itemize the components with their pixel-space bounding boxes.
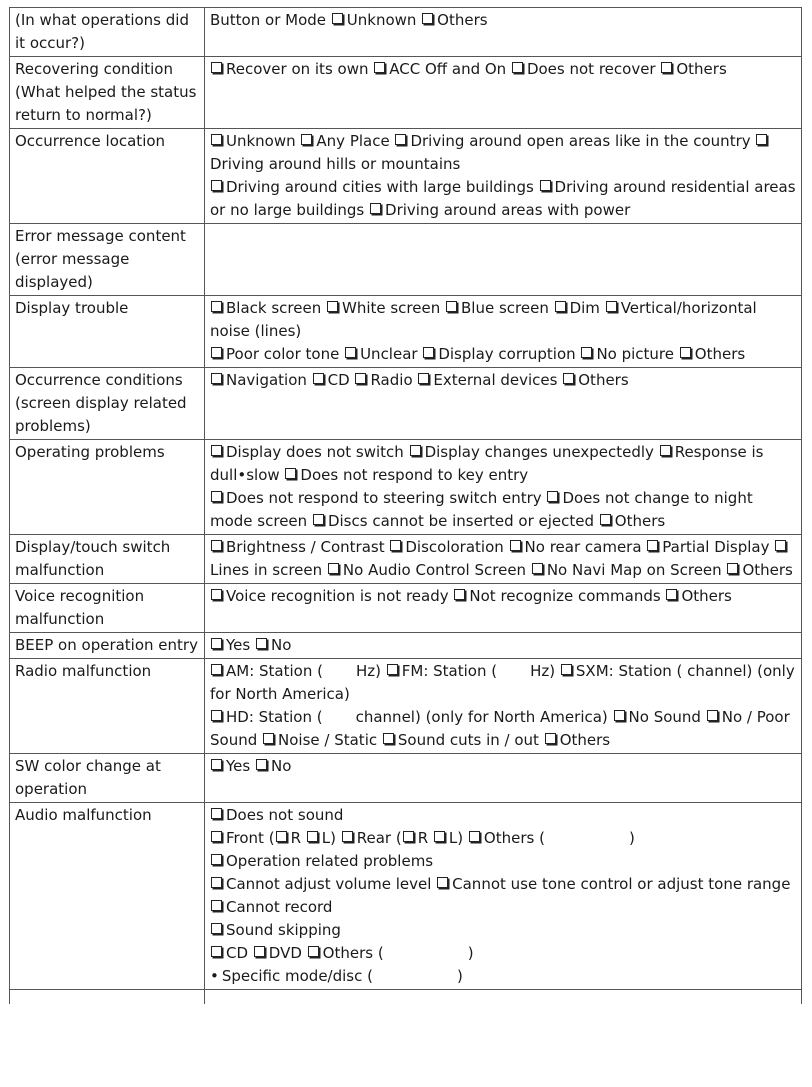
row-options (205, 584, 802, 633)
option-text: Specific mode/disc ( (221, 967, 373, 985)
option-text: Unknown (346, 11, 422, 29)
row-options (205, 659, 802, 754)
option-text: R (290, 829, 306, 847)
option-text: Driving around areas with power (385, 201, 631, 219)
checklist-row (10, 8, 802, 57)
option-line (210, 369, 797, 392)
option-line (210, 634, 797, 657)
checkbox[interactable] (600, 514, 611, 525)
option-text: ) (628, 829, 635, 847)
checkbox[interactable] (680, 347, 691, 358)
checkbox[interactable] (345, 347, 356, 358)
option-text: Yes (226, 636, 255, 654)
option-text: Others (437, 11, 488, 29)
row-label: Voice recognition malfunction (10, 584, 205, 633)
checklist-row (10, 659, 802, 754)
checkbox[interactable] (647, 540, 658, 551)
checkbox[interactable] (454, 589, 465, 600)
checkbox[interactable] (211, 491, 222, 502)
option-text: External devices (433, 371, 563, 389)
option-line (210, 585, 797, 608)
option-text: No Sound (628, 708, 706, 726)
row-label: BEEP on operation entry (10, 633, 205, 659)
option-text: CD (226, 944, 253, 962)
checkbox[interactable] (211, 759, 222, 770)
checkbox[interactable] (666, 589, 677, 600)
row-options (205, 129, 802, 224)
option-text: Others (694, 345, 746, 363)
checkbox[interactable] (276, 831, 287, 842)
option-text: Others (742, 561, 793, 579)
checkbox[interactable] (328, 563, 339, 574)
option-line (210, 297, 797, 343)
checkbox[interactable] (285, 468, 296, 479)
option-line (210, 9, 797, 32)
checkbox[interactable] (256, 759, 267, 770)
option-text: L) (448, 829, 468, 847)
checkbox[interactable] (395, 134, 406, 145)
row-options (205, 440, 802, 535)
checkbox[interactable] (211, 62, 222, 73)
row-label: Radio malfunction (10, 659, 205, 754)
option-text: Lines in screen (210, 561, 327, 579)
checkbox[interactable] (211, 831, 222, 842)
checkbox[interactable] (211, 134, 222, 145)
checkbox[interactable] (437, 877, 448, 888)
row-options (205, 535, 802, 584)
checklist-row (10, 633, 802, 659)
checkbox[interactable] (661, 62, 672, 73)
option-text: Not recognize commands (469, 587, 666, 605)
checkbox[interactable] (256, 638, 267, 649)
option-line (210, 487, 797, 533)
checkbox[interactable] (211, 589, 222, 600)
row-label (10, 990, 205, 1005)
checkbox[interactable] (446, 301, 457, 312)
checklist-body (10, 8, 802, 1005)
option-text: ) (467, 944, 474, 962)
row-label: Error message content (error message displayed) (10, 224, 205, 296)
option-text: Any Place (316, 132, 395, 150)
checkbox[interactable] (301, 134, 312, 145)
option-text: L) (321, 829, 341, 847)
option-text: Display does not switch (226, 443, 409, 461)
option-text: FM: Station ( (401, 662, 498, 680)
option-line (210, 965, 797, 988)
option-line (210, 441, 797, 487)
option-text: No (270, 757, 292, 775)
option-text: Others (676, 60, 727, 78)
checkbox[interactable] (387, 664, 398, 675)
option-text: Noise / Static (278, 731, 382, 749)
row-label: (In what operations did it occur?) (10, 8, 205, 57)
checkbox[interactable] (327, 301, 338, 312)
option-text: channel) (only for North America) (355, 708, 613, 726)
row-label: Display trouble (10, 296, 205, 368)
checklist-row (10, 535, 802, 584)
checkbox[interactable] (540, 180, 551, 191)
checkbox[interactable] (707, 710, 718, 721)
checkbox[interactable] (545, 733, 556, 744)
checkbox[interactable] (563, 373, 574, 384)
checklist-row (10, 440, 802, 535)
checkbox[interactable] (211, 638, 222, 649)
checklist-row (10, 754, 802, 803)
checkbox[interactable] (254, 946, 265, 957)
checkbox[interactable] (211, 808, 222, 819)
option-text: No Navi Map on Screen (546, 561, 727, 579)
option-text: Discs cannot be inserted or ejected (327, 512, 599, 530)
option-text: DVD (268, 944, 307, 962)
checkbox[interactable] (211, 710, 222, 721)
row-label: Occurrence conditions (screen display related problems) (10, 368, 205, 440)
option-text: Brightness / Contrast (226, 538, 390, 556)
option-text: Others (614, 512, 666, 530)
checkbox[interactable] (211, 301, 222, 312)
checkbox[interactable] (342, 831, 353, 842)
option-text: Black screen (226, 299, 326, 317)
checkbox[interactable] (510, 540, 521, 551)
option-text: Driving around cities with large buildings (226, 178, 539, 196)
checkbox[interactable] (211, 373, 222, 384)
checkbox[interactable] (211, 854, 222, 865)
option-text: Front ( (226, 829, 275, 847)
option-line (210, 804, 797, 827)
option-line (210, 536, 797, 582)
checkbox[interactable] (374, 62, 385, 73)
checklist-row (10, 803, 802, 990)
option-text: Display corruption (438, 345, 581, 363)
checkbox[interactable] (332, 13, 343, 24)
option-text: Cannot use tone control or adjust tone range (452, 875, 791, 893)
option-text: Unclear (360, 345, 423, 363)
option-text: ACC Off and On (389, 60, 511, 78)
checkbox[interactable] (313, 514, 324, 525)
option-text: Yes (226, 757, 255, 775)
checklist-row-partial (10, 990, 802, 1005)
option-text: Sound skipping (226, 921, 341, 939)
checkbox[interactable] (423, 347, 434, 358)
row-options (205, 990, 802, 1005)
checkbox[interactable] (355, 373, 366, 384)
option-line (210, 827, 797, 850)
row-options (205, 368, 802, 440)
option-text: No picture (596, 345, 679, 363)
checkbox[interactable] (211, 540, 222, 551)
checkbox[interactable] (606, 301, 617, 312)
checkbox[interactable] (469, 831, 480, 842)
row-options (205, 633, 802, 659)
row-options (205, 57, 802, 129)
option-text: Does not change to night mode screen (210, 489, 753, 530)
option-text: Others ( (322, 944, 384, 962)
option-text: Navigation (226, 371, 312, 389)
option-text: Cannot record (226, 898, 333, 916)
row-label: Occurrence location (10, 129, 205, 224)
option-text: Radio (370, 371, 418, 389)
row-options (205, 754, 802, 803)
row-label: SW color change at operation (10, 754, 205, 803)
option-text: Partial Display (662, 538, 775, 556)
trouble-checklist-table (9, 7, 802, 1004)
option-text: AM: Station ( (226, 662, 323, 680)
option-text: Driving around hills or mountains (210, 155, 461, 173)
option-text: HD: Station ( (226, 708, 323, 726)
option-text: Others (578, 371, 629, 389)
checkbox[interactable] (308, 946, 319, 957)
checkbox[interactable] (660, 445, 671, 456)
checkbox[interactable] (211, 664, 222, 675)
checkbox[interactable] (370, 203, 381, 214)
option-text: Vertical/horizontal noise (lines) (210, 299, 757, 340)
option-line (210, 130, 797, 176)
checkbox[interactable] (313, 373, 324, 384)
option-text: SXM: Station ( channel) (only for North America) (210, 662, 795, 703)
option-text: White screen (341, 299, 445, 317)
option-text: Others (681, 587, 732, 605)
option-text: Voice recognition is not ready (226, 587, 454, 605)
option-text: Does not respond to steering switch entry (226, 489, 547, 507)
option-text: Does not recover (526, 60, 661, 78)
option-text: Dim (569, 299, 605, 317)
option-line (210, 755, 797, 778)
option-text: Response is dull•slow (210, 443, 764, 484)
checklist-row (10, 584, 802, 633)
row-label: Operating problems (10, 440, 205, 535)
option-text: Others (559, 731, 611, 749)
option-text: Display changes unexpectedly (424, 443, 659, 461)
row-options (205, 8, 802, 57)
checkbox[interactable] (418, 373, 429, 384)
row-label: Audio malfunction (10, 803, 205, 990)
checkbox[interactable] (434, 831, 445, 842)
option-line (210, 176, 797, 222)
checkbox[interactable] (555, 301, 566, 312)
option-text: Others ( (483, 829, 545, 847)
option-text: Sound cuts in / out (397, 731, 544, 749)
checkbox[interactable] (211, 445, 222, 456)
checkbox[interactable] (383, 733, 394, 744)
option-text: Does not respond to key entry (300, 466, 529, 484)
option-text: Cannot adjust volume level (226, 875, 437, 893)
checklist-row (10, 224, 802, 296)
checkbox[interactable] (211, 923, 222, 934)
checkbox[interactable] (263, 733, 274, 744)
option-text: R (417, 829, 433, 847)
option-text: Blue screen (461, 299, 554, 317)
option-line (210, 942, 797, 965)
option-text: No Audio Control Screen (342, 561, 531, 579)
option-text: Driving around open areas like in the country (410, 132, 756, 150)
option-text: Poor color tone (226, 345, 345, 363)
checkbox[interactable] (756, 134, 767, 145)
row-label: Display/touch switch malfunction (10, 535, 205, 584)
checkbox[interactable] (422, 13, 433, 24)
checkbox[interactable] (532, 563, 543, 574)
checklist-row (10, 57, 802, 129)
checkbox[interactable] (211, 347, 222, 358)
option-line (210, 850, 797, 873)
option-line (210, 660, 797, 706)
checkbox[interactable] (614, 710, 625, 721)
option-line (210, 343, 797, 366)
option-line (210, 919, 797, 942)
checkbox[interactable] (727, 563, 738, 574)
option-text: Operation related problems (226, 852, 434, 870)
checkbox[interactable] (211, 946, 222, 957)
checkbox[interactable] (581, 347, 592, 358)
checklist-row (10, 368, 802, 440)
option-text: ) (456, 967, 463, 985)
checkbox[interactable] (403, 831, 414, 842)
option-text: Rear ( (356, 829, 402, 847)
checkbox[interactable] (211, 877, 222, 888)
checkbox[interactable] (775, 540, 786, 551)
checkbox[interactable] (307, 831, 318, 842)
option-text: Unknown (226, 132, 301, 150)
checkbox[interactable] (547, 491, 558, 502)
option-line (210, 58, 797, 81)
option-text: Does not sound (226, 806, 344, 824)
option-line (210, 873, 797, 919)
checkbox[interactable] (211, 180, 222, 191)
option-text: Hz) (355, 662, 386, 680)
option-text: Discoloration (405, 538, 509, 556)
option-text: No / Poor Sound (210, 708, 790, 749)
option-text: Recover on its own (226, 60, 374, 78)
option-text: Driving around residential areas or no large buildings (210, 178, 796, 219)
checkbox[interactable] (390, 540, 401, 551)
option-text: Hz) (530, 662, 560, 680)
bullet-mark: • (210, 967, 219, 985)
checklist-row (10, 296, 802, 368)
option-text: CD (327, 371, 355, 389)
row-label: Recovering condition (What helped the status return to normal?) (10, 57, 205, 129)
option-text: No (270, 636, 292, 654)
row-options (205, 803, 802, 990)
option-text: Button or Mode (210, 11, 331, 29)
checklist-row (10, 129, 802, 224)
checkbox[interactable] (410, 445, 421, 456)
checkbox[interactable] (211, 900, 222, 911)
checkbox[interactable] (512, 62, 523, 73)
option-line (210, 706, 797, 752)
row-options (205, 224, 802, 296)
row-options (205, 296, 802, 368)
checkbox[interactable] (561, 664, 572, 675)
option-text: No rear camera (524, 538, 647, 556)
